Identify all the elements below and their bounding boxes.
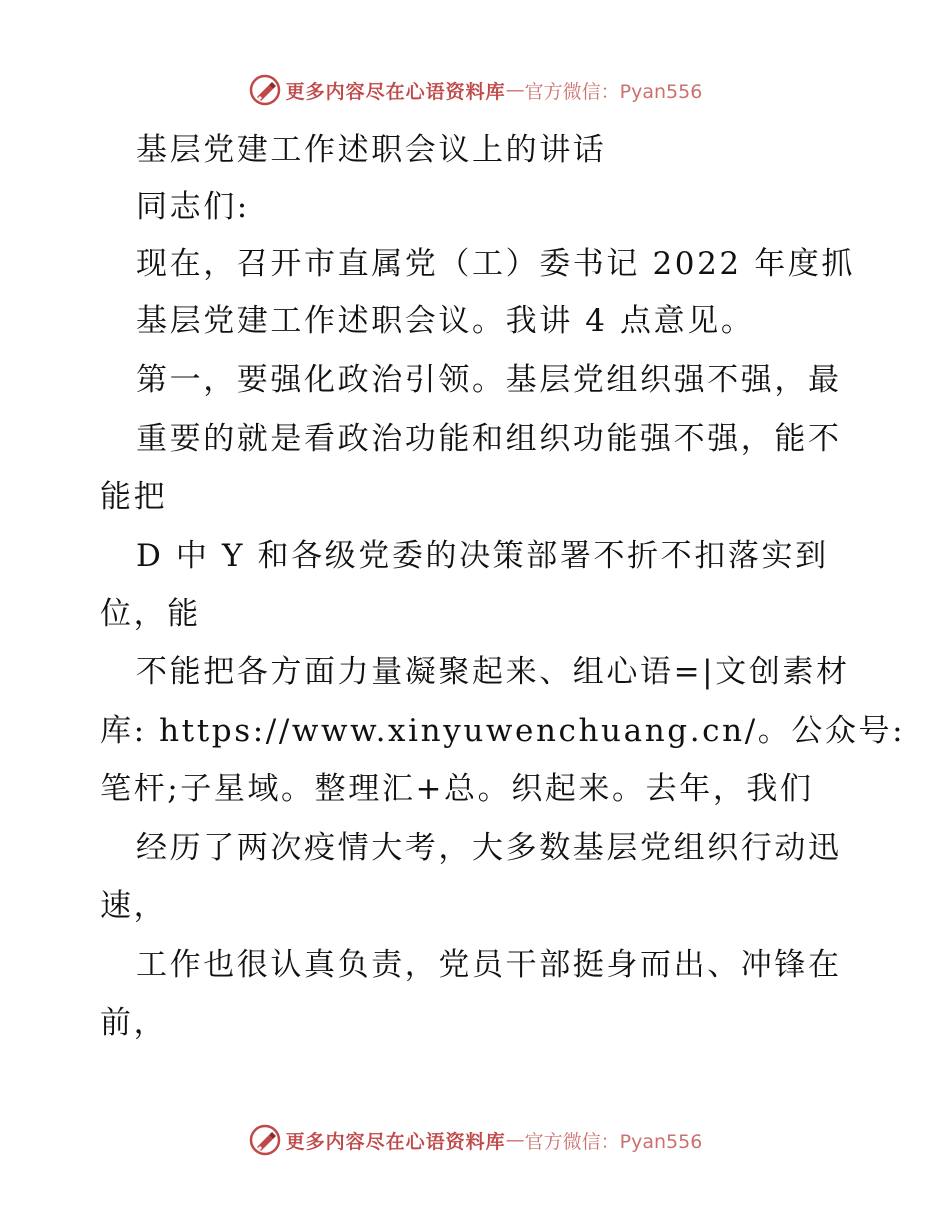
watermark-main-text: 更多内容尽在心语资料库 <box>285 1130 506 1153</box>
paragraph-line: 速， <box>100 888 168 924</box>
paragraph-line: 位，能 <box>100 596 201 632</box>
watermark-wechat-text: 官方微信：Pyan556 <box>524 80 703 103</box>
salutation: 同志们: <box>136 189 250 225</box>
watermark-dash: — <box>505 1129 525 1151</box>
paragraph-line: 前， <box>100 1005 168 1041</box>
paragraph-line: 重要的就是看政治功能和组织功能强不强，能不 <box>136 421 842 457</box>
pen-nib-logo-icon <box>248 73 282 107</box>
paragraph-line: 能把 <box>100 479 168 515</box>
paragraph-line: 不能把各方面力量凝聚起来、组心语=|文创素材 <box>136 654 850 690</box>
document-title: 基层党建工作述职会议上的讲话 <box>136 132 607 168</box>
paragraph-line: 工作也很认真负责，党员干部挺身而出、冲锋在 <box>136 947 842 983</box>
header-watermark <box>0 70 950 110</box>
paragraph-line: 库: https://www.xinyuwenchuang.cn/。公众号: <box>100 713 906 749</box>
paragraph-line: 经历了两次疫情大考，大多数基层党组织行动迅 <box>136 830 842 866</box>
watermark-main-text: 更多内容尽在心语资料库 <box>285 80 506 103</box>
paragraph-line: 基层党建工作述职会议。我讲 4 点意见。 <box>136 303 755 339</box>
paragraph-line: 现在，召开市直属党（工）委书记 2022 年度抓 <box>136 246 855 282</box>
paragraph-line: D 中 Y 和各级党委的决策部署不折不扣落实到 <box>136 538 829 574</box>
footer-watermark <box>0 1120 950 1160</box>
watermark-dash: — <box>505 79 525 101</box>
paragraph-line: 第一，要强化政治引领。基层党组织强不强，最 <box>136 362 842 398</box>
watermark-wechat-text: 官方微信：Pyan556 <box>524 1130 703 1153</box>
paragraph-line: 笔杆;子星域。整理汇+总。织起来。去年，我们 <box>100 771 814 807</box>
pen-nib-logo-icon <box>248 1123 282 1157</box>
